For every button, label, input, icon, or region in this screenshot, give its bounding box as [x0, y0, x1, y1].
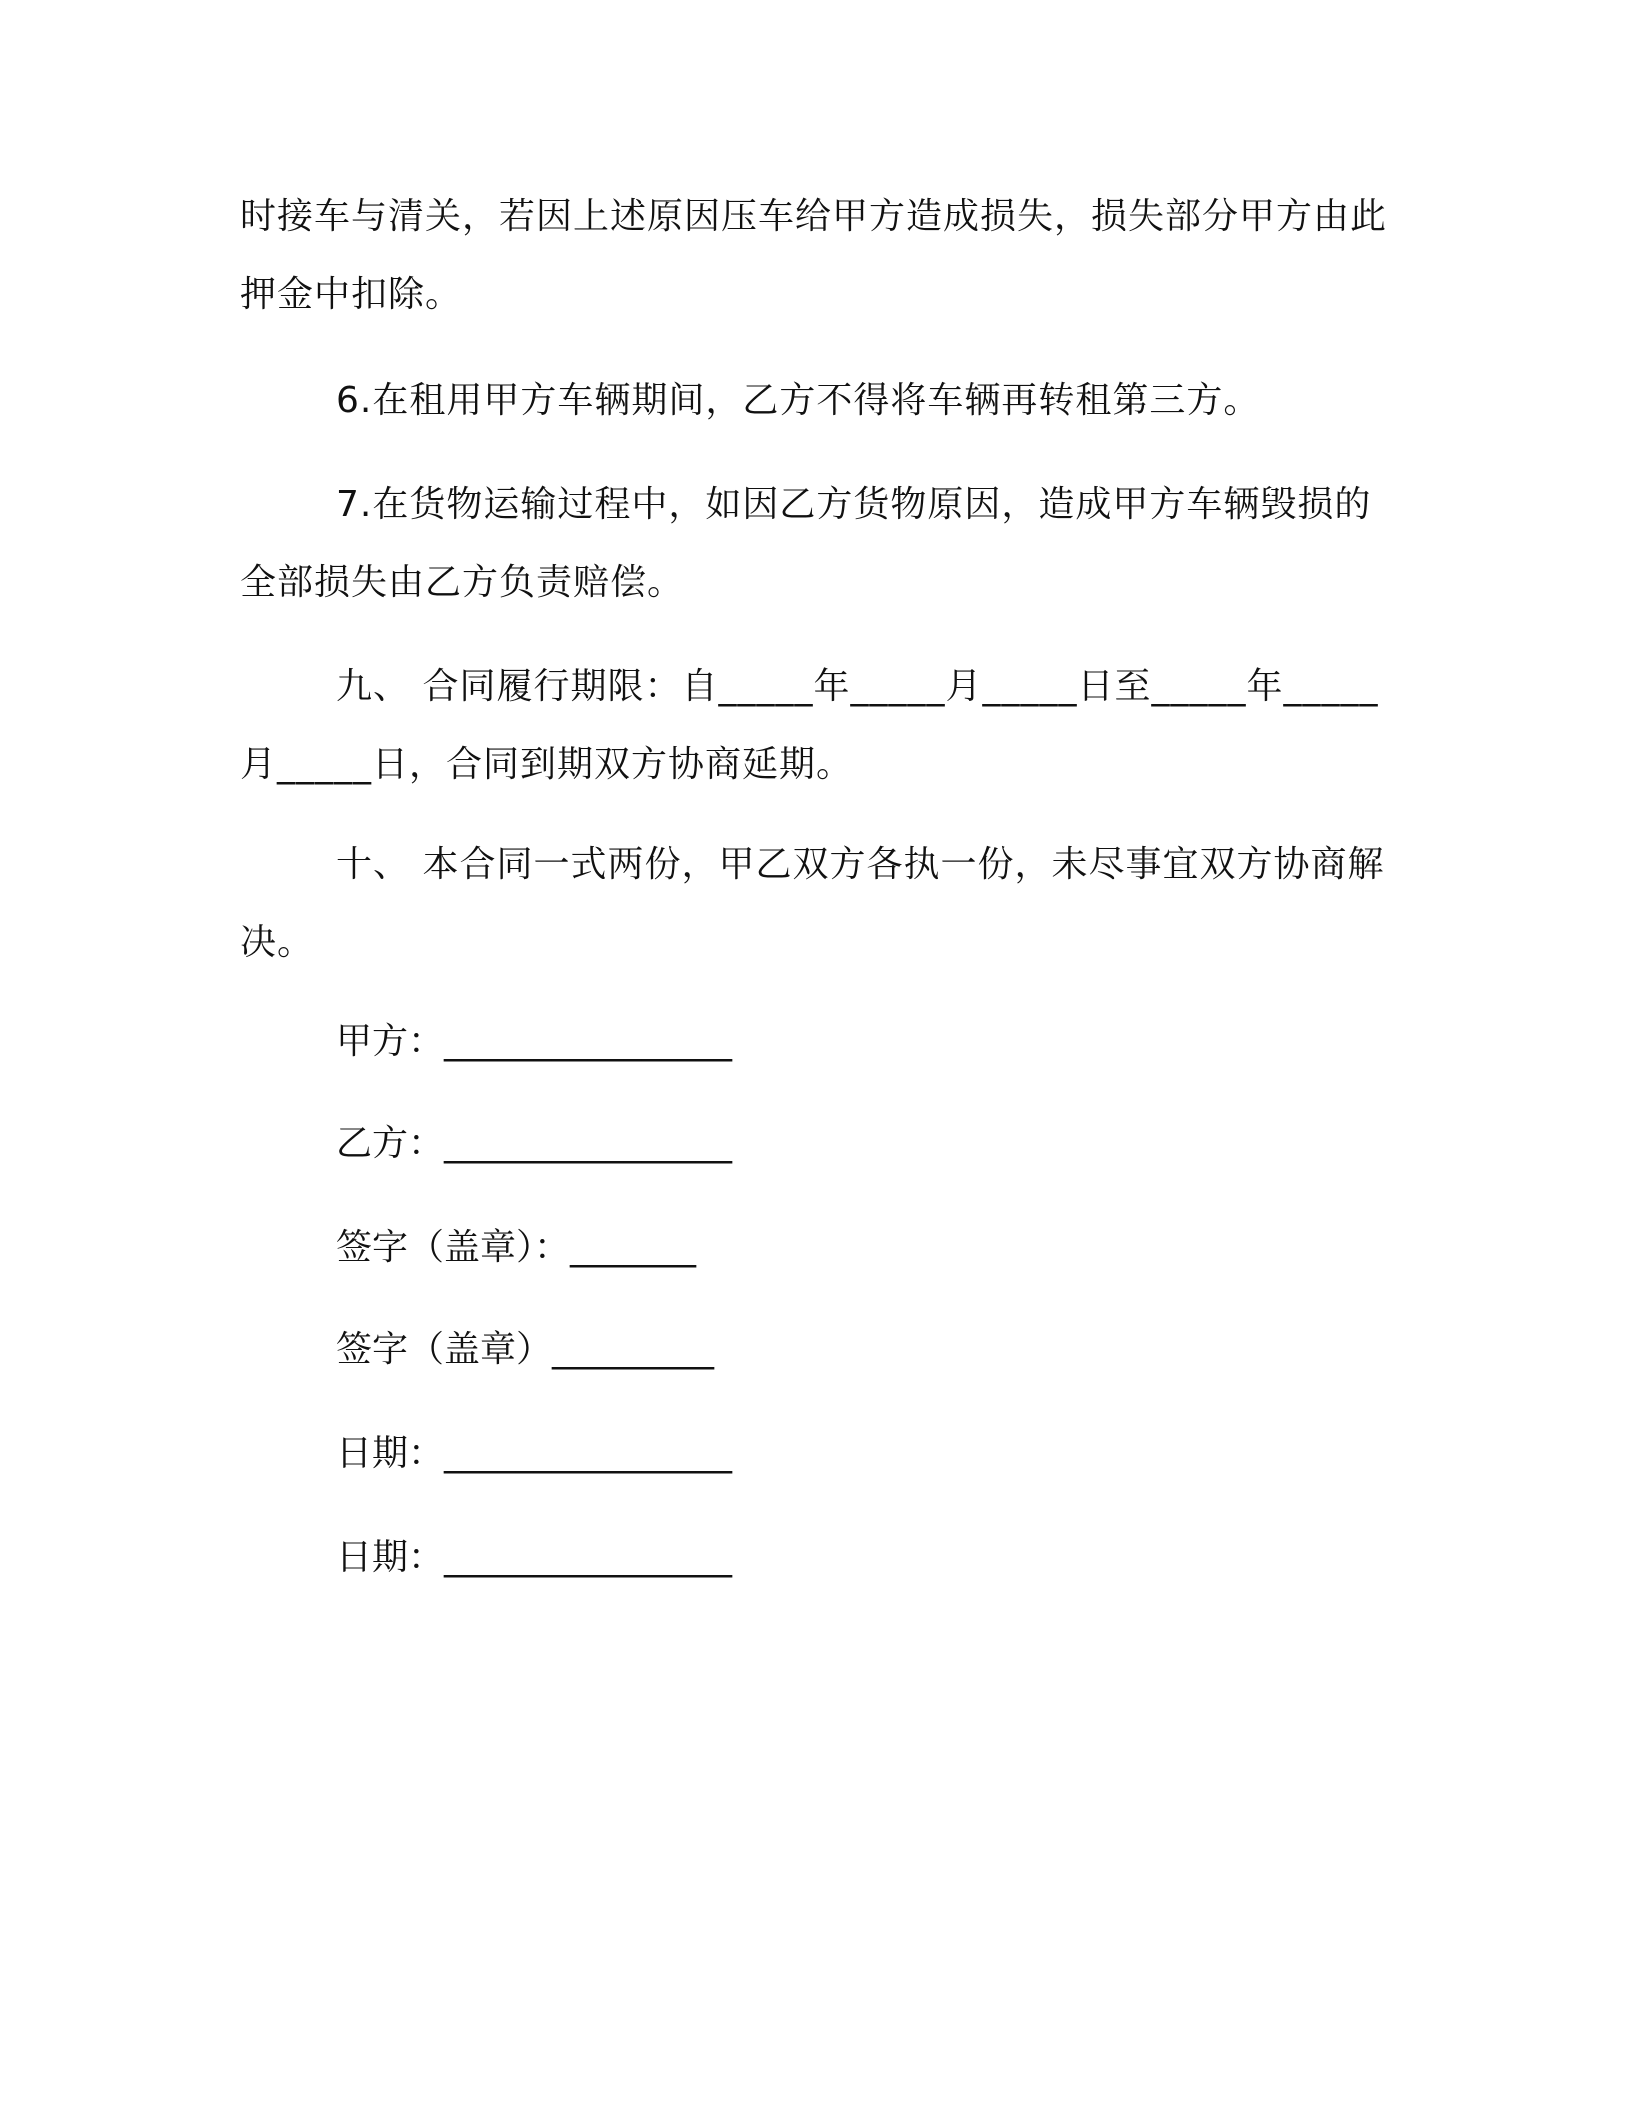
paragraph-section-10-copies: 十、 本合同一式两份，甲乙双方各执一份，未尽事宜双方协商解决。 [240, 844, 1385, 963]
paragraph-deposit-clause: 时接车与清关，若因上述原因压车给甲方造成损失，损失部分甲方由此押金中扣除。 [240, 196, 1388, 315]
paragraph-clause-6: 6.在租用甲方车辆期间，乙方不得将车辆再转租第三方。 [336, 380, 1261, 421]
paragraph-clause-7: 7.在货物运输过程中，如因乙方货物原因，造成甲方车辆毁损的全部损失由乙方负责赔偿。 [240, 484, 1372, 603]
party-b-signature-line: 乙方：________________ [336, 1123, 733, 1164]
paragraph-section-9-term: 九、 合同履行期限：自_____年_____月_____日至_____年_____月_____日，合同到期双方协商延期。 [240, 666, 1379, 785]
date-line-1: 日期：________________ [336, 1433, 733, 1474]
date-line-2: 日期：________________ [336, 1537, 733, 1578]
signature-seal-line-1: 签字（盖章）：_______ [336, 1227, 697, 1268]
signature-seal-line-2: 签字（盖章）_________ [336, 1329, 715, 1370]
party-a-signature-line: 甲方：________________ [336, 1021, 733, 1062]
